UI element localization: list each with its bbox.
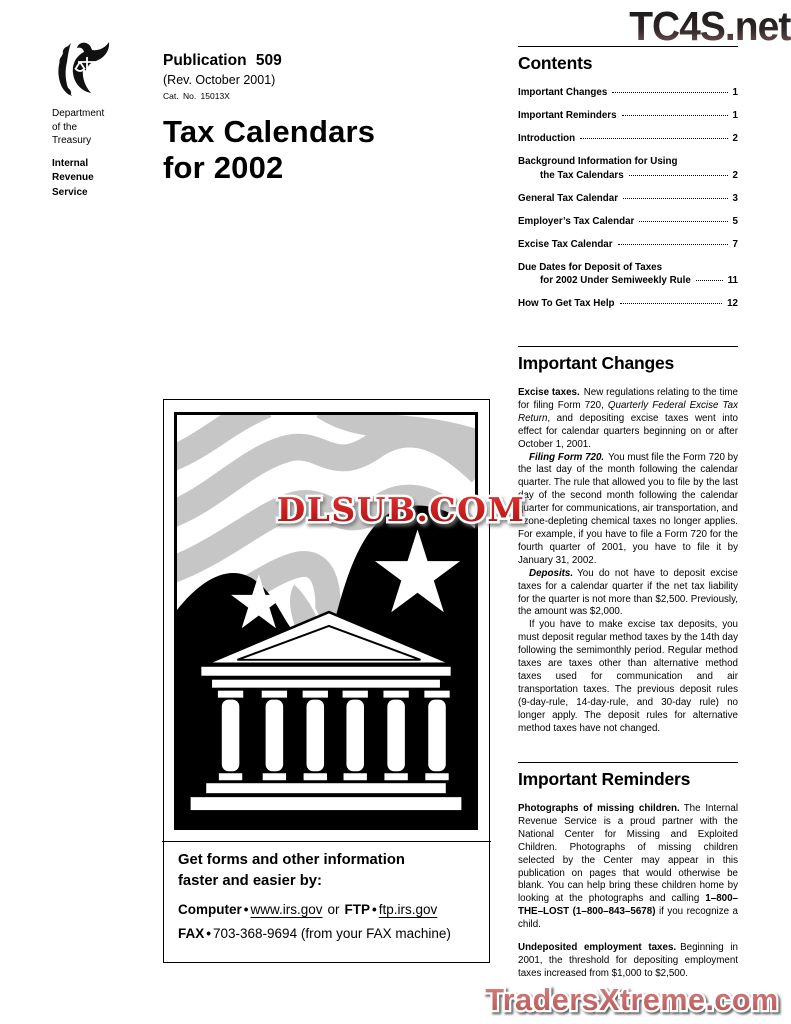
- internal-revenue-service-label: [52, 157, 164, 201]
- toc-dot-leader: [629, 175, 728, 176]
- toc-page-number: 1: [732, 110, 738, 121]
- publication-catalog-number: Cat. No. 15013X: [163, 91, 230, 101]
- bullet-icon: •: [206, 926, 211, 941]
- dlsub-watermark: [251, 482, 551, 536]
- section-rule: [518, 762, 738, 763]
- computer-label: Computer: [178, 901, 242, 917]
- important-reminders-heading: Important Reminders: [518, 769, 691, 789]
- toc-dot-leader: [623, 198, 728, 199]
- paragraph-undeposited-taxes: [518, 942, 738, 981]
- toc-page-number: 7: [732, 238, 738, 250]
- toc-dot-leader: [618, 244, 728, 245]
- contents-heading: Contents: [518, 53, 593, 73]
- toc-item: [518, 262, 738, 288]
- page-title-line1: Tax Calendars: [163, 114, 376, 149]
- paragraph-missing-children: [518, 803, 738, 932]
- paragraph-text: If you have to make excise tax deposits, you must deposit regular method taxes by the 14th day following the semimonthly period. Regular method taxes are taxes other than alternative method taxes used for communication and air transportation taxes. The previous deposit rules (9-day-rule, 14-day-rule, and 30-day rule) no longer apply. The deposit rules for alternative method taxes have not changed.: [518, 619, 739, 734]
- page-title: [163, 114, 498, 186]
- ftp-label: FTP: [344, 901, 371, 917]
- paragraph-lead: Excise taxes.: [518, 387, 580, 398]
- paragraph-text: New regulations relating to the time for filing Form 720,: [518, 387, 738, 411]
- form-720-italic-title: Quarterly Federal Excise Tax Return: [518, 399, 738, 424]
- toc-label: Important Reminders: [518, 110, 617, 121]
- paragraph-lead: Filing Form 720.: [529, 451, 605, 463]
- agency-block: [52, 40, 164, 200]
- important-reminders-section: [518, 762, 738, 981]
- toc-label: How To Get Tax Help: [518, 298, 615, 309]
- toc-label: Important Changes: [518, 87, 608, 98]
- toc-dot-leader: [622, 115, 728, 116]
- section-rule: [518, 346, 738, 347]
- toc-label-line2: for 2002 Under Semiweekly Rule: [540, 275, 691, 286]
- bullet-icon: •: [243, 901, 249, 917]
- contents-section: [518, 46, 738, 321]
- tc4s-watermark-text: TC4S.net: [629, 4, 791, 48]
- toc-label: Employer’s Tax Calendar: [518, 215, 635, 227]
- department-line: of the: [52, 121, 78, 133]
- toc-dot-leader: [620, 303, 723, 304]
- publication-number: Publication 509: [163, 52, 282, 69]
- page-title-line2: for 2002: [163, 150, 284, 185]
- toc-label: Excise Tax Calendar: [518, 238, 613, 250]
- tradersxtreme-watermark: [473, 977, 791, 1021]
- fax-line: [178, 926, 481, 941]
- department-of-treasury-label: [52, 107, 164, 148]
- info-box-divider: [162, 841, 490, 842]
- toc-page-number: 5: [732, 215, 738, 227]
- get-forms-heading-line2: faster and easier by:: [178, 873, 322, 889]
- bullet-icon: •: [372, 901, 377, 917]
- publication-heading-block: [163, 52, 498, 186]
- irs-ftp-link[interactable]: ftp.irs.gov: [378, 901, 438, 917]
- irs-website-link[interactable]: www.irs.gov: [250, 901, 323, 917]
- publication-revision: (Rev. October 2001): [163, 73, 276, 87]
- paragraph-text: You do not have to deposit excise taxes for a calendar quarter if the net tax liability for the quarter is not more than $2,500. Previously, the amount was $2,000.: [518, 567, 738, 618]
- get-forms-heading: [178, 850, 481, 892]
- service-line: Internal: [52, 157, 89, 169]
- toc-item: [518, 193, 738, 206]
- paragraph-text: The Internal Revenue Service is a proud partner with the National Center for Missing and Exploited Children. Photographs of missing children selected by the Center may appear in this publication on pages that would otherwise be blank. You can help bring these children home by looking at the photographs and calling: [518, 803, 738, 905]
- toc-dot-leader: [580, 138, 727, 139]
- toc-label: Introduction: [518, 133, 576, 144]
- toc-item: [518, 298, 738, 311]
- toc-label: General Tax Calendar: [518, 192, 619, 204]
- department-line: Department: [52, 108, 105, 119]
- capitol-flag-illustration: [174, 412, 478, 830]
- toc-page-number: 11: [727, 275, 738, 286]
- phone-number: (1–800–843–5678): [572, 906, 656, 918]
- toc-page-number: 12: [727, 298, 738, 309]
- tc4s-watermark: [512, 2, 791, 48]
- paragraph-text: Beginning in 2001, the threshold for depositing employment taxes increased from $1,000 to $2,500.: [518, 942, 738, 979]
- toc-dot-leader: [696, 280, 723, 281]
- toc-page-number: 3: [732, 192, 738, 204]
- toc-item: [518, 87, 738, 100]
- toc-page-number: 2: [732, 169, 738, 181]
- toc-page-number: 2: [732, 133, 738, 144]
- paragraph-text: if you recognize a child.: [518, 906, 738, 931]
- toc-label-line2: the Tax Calendars: [540, 169, 624, 181]
- toc-dot-leader: [639, 221, 727, 222]
- paragraph-text: , and depositing excise taxes went into effect for calendar quarters beginning on or after October 1, 2001.: [518, 412, 738, 450]
- toc-item: [518, 110, 738, 123]
- fax-label: FAX: [178, 926, 205, 941]
- department-line: Treasury: [52, 135, 92, 146]
- fax-number: 703-368-9694 (from your FAX machine): [213, 926, 451, 941]
- toc-item: [518, 133, 738, 146]
- toc-dot-leader: [612, 92, 727, 93]
- toc-item: [518, 239, 738, 252]
- phone-number: 1–800–THE–LOST: [518, 893, 738, 918]
- get-forms-heading-line1: Get forms and other information: [178, 852, 405, 868]
- service-line: Service: [52, 186, 88, 198]
- service-line: Revenue: [52, 172, 94, 183]
- paragraph-deposit-rules: [518, 619, 738, 735]
- irs-eagle-logo-icon: [54, 40, 118, 98]
- paragraph-excise-taxes: [518, 387, 738, 452]
- paragraph-filing-form-720: [518, 452, 738, 568]
- toc-item: [518, 216, 738, 229]
- toc-page-number: 1: [732, 87, 738, 98]
- get-forms-info-box: [178, 850, 481, 941]
- tradersxtreme-watermark-text: TradersXtreme.com: [485, 983, 779, 1017]
- or-text: or: [327, 901, 340, 917]
- paragraph-text: You must file the Form 720 by the last day of the month following the calendar quarter. The rule that allowed you to file by the last day of the second month following the calendar quarter for communications, air transportation, and ozone-depleting chemical taxes no longer applies. For example, if you have to file a Form 720 for the fourth quarter of 2001, you have to file it by January 31, 2002.: [518, 451, 738, 566]
- important-changes-heading: Important Changes: [518, 353, 675, 373]
- paragraph-deposits: [518, 568, 738, 620]
- paragraph-lead: Photographs of missing children.: [518, 803, 680, 814]
- computer-ftp-line: [178, 902, 481, 917]
- dlsub-watermark-text: DLSUB.COM: [276, 490, 526, 529]
- toc-item: [518, 156, 738, 182]
- toc-label: Due Dates for Deposit of Taxes: [518, 261, 663, 273]
- paragraph-lead: Undeposited employment taxes.: [518, 942, 677, 954]
- paragraph-lead: Deposits.: [529, 567, 574, 579]
- toc-label: Background Information for Using: [518, 156, 678, 167]
- important-changes-section: [518, 346, 738, 735]
